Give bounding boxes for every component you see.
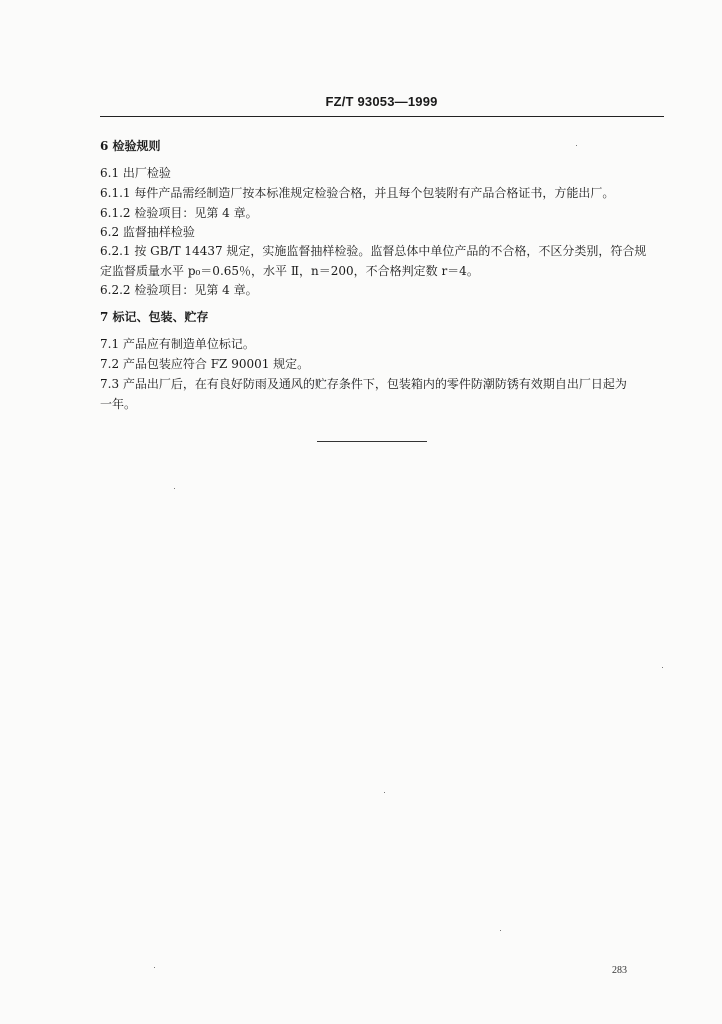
clause-7-3-continued: 一年。 [100, 397, 137, 411]
clause-6-2-1: 6.2.1 按 GB/T 14437 规定，实施监督抽样检验。监督总体中单位产品的不合格，不区分类别，符合规 [100, 244, 647, 258]
clause-7-3: 7.3 产品出厂后，在有良好防雨及通风的贮存条件下，包装箱内的零件防潮防锈有效期自出厂日起为 [100, 377, 627, 391]
scan-speck [662, 667, 663, 668]
clause-6-2-2: 6.2.2 检验项目：见第 4 章。 [100, 283, 258, 297]
page-number: 283 [612, 965, 627, 976]
end-of-text-rule [317, 441, 427, 442]
clause-7-2: 7.2 产品包装应符合 FZ 90001 规定。 [100, 357, 310, 371]
scan-speck [384, 792, 385, 793]
scan-speck [174, 488, 175, 489]
clause-6-2-1-continued: 定监督质量水平 p₀＝0.65％，水平 Ⅱ，n＝200，不合格判定数 r＝4。 [100, 264, 479, 278]
clause-6-1-1: 6.1.1 每件产品需经制造厂按本标准规定检验合格，并且每个包装附有产品合格证书，方能出厂。 [100, 186, 615, 200]
scan-speck [576, 145, 577, 146]
section-heading-7: 7 标记、包装、贮存 [100, 310, 209, 324]
scan-speck [500, 930, 501, 931]
clause-6-2: 6.2 监督抽样检验 [100, 225, 195, 239]
section-heading-6: 6 检验规则 [100, 139, 161, 153]
standard-code-header: FZ/T 93053—1999 [325, 94, 438, 109]
clause-6-1-2: 6.1.2 检验项目：见第 4 章。 [100, 206, 258, 220]
clause-7-1: 7.1 产品应有制造单位标记。 [100, 337, 255, 351]
scan-speck [154, 967, 155, 968]
clause-6-1: 6.1 出厂检验 [100, 166, 171, 180]
header-rule [100, 116, 664, 117]
